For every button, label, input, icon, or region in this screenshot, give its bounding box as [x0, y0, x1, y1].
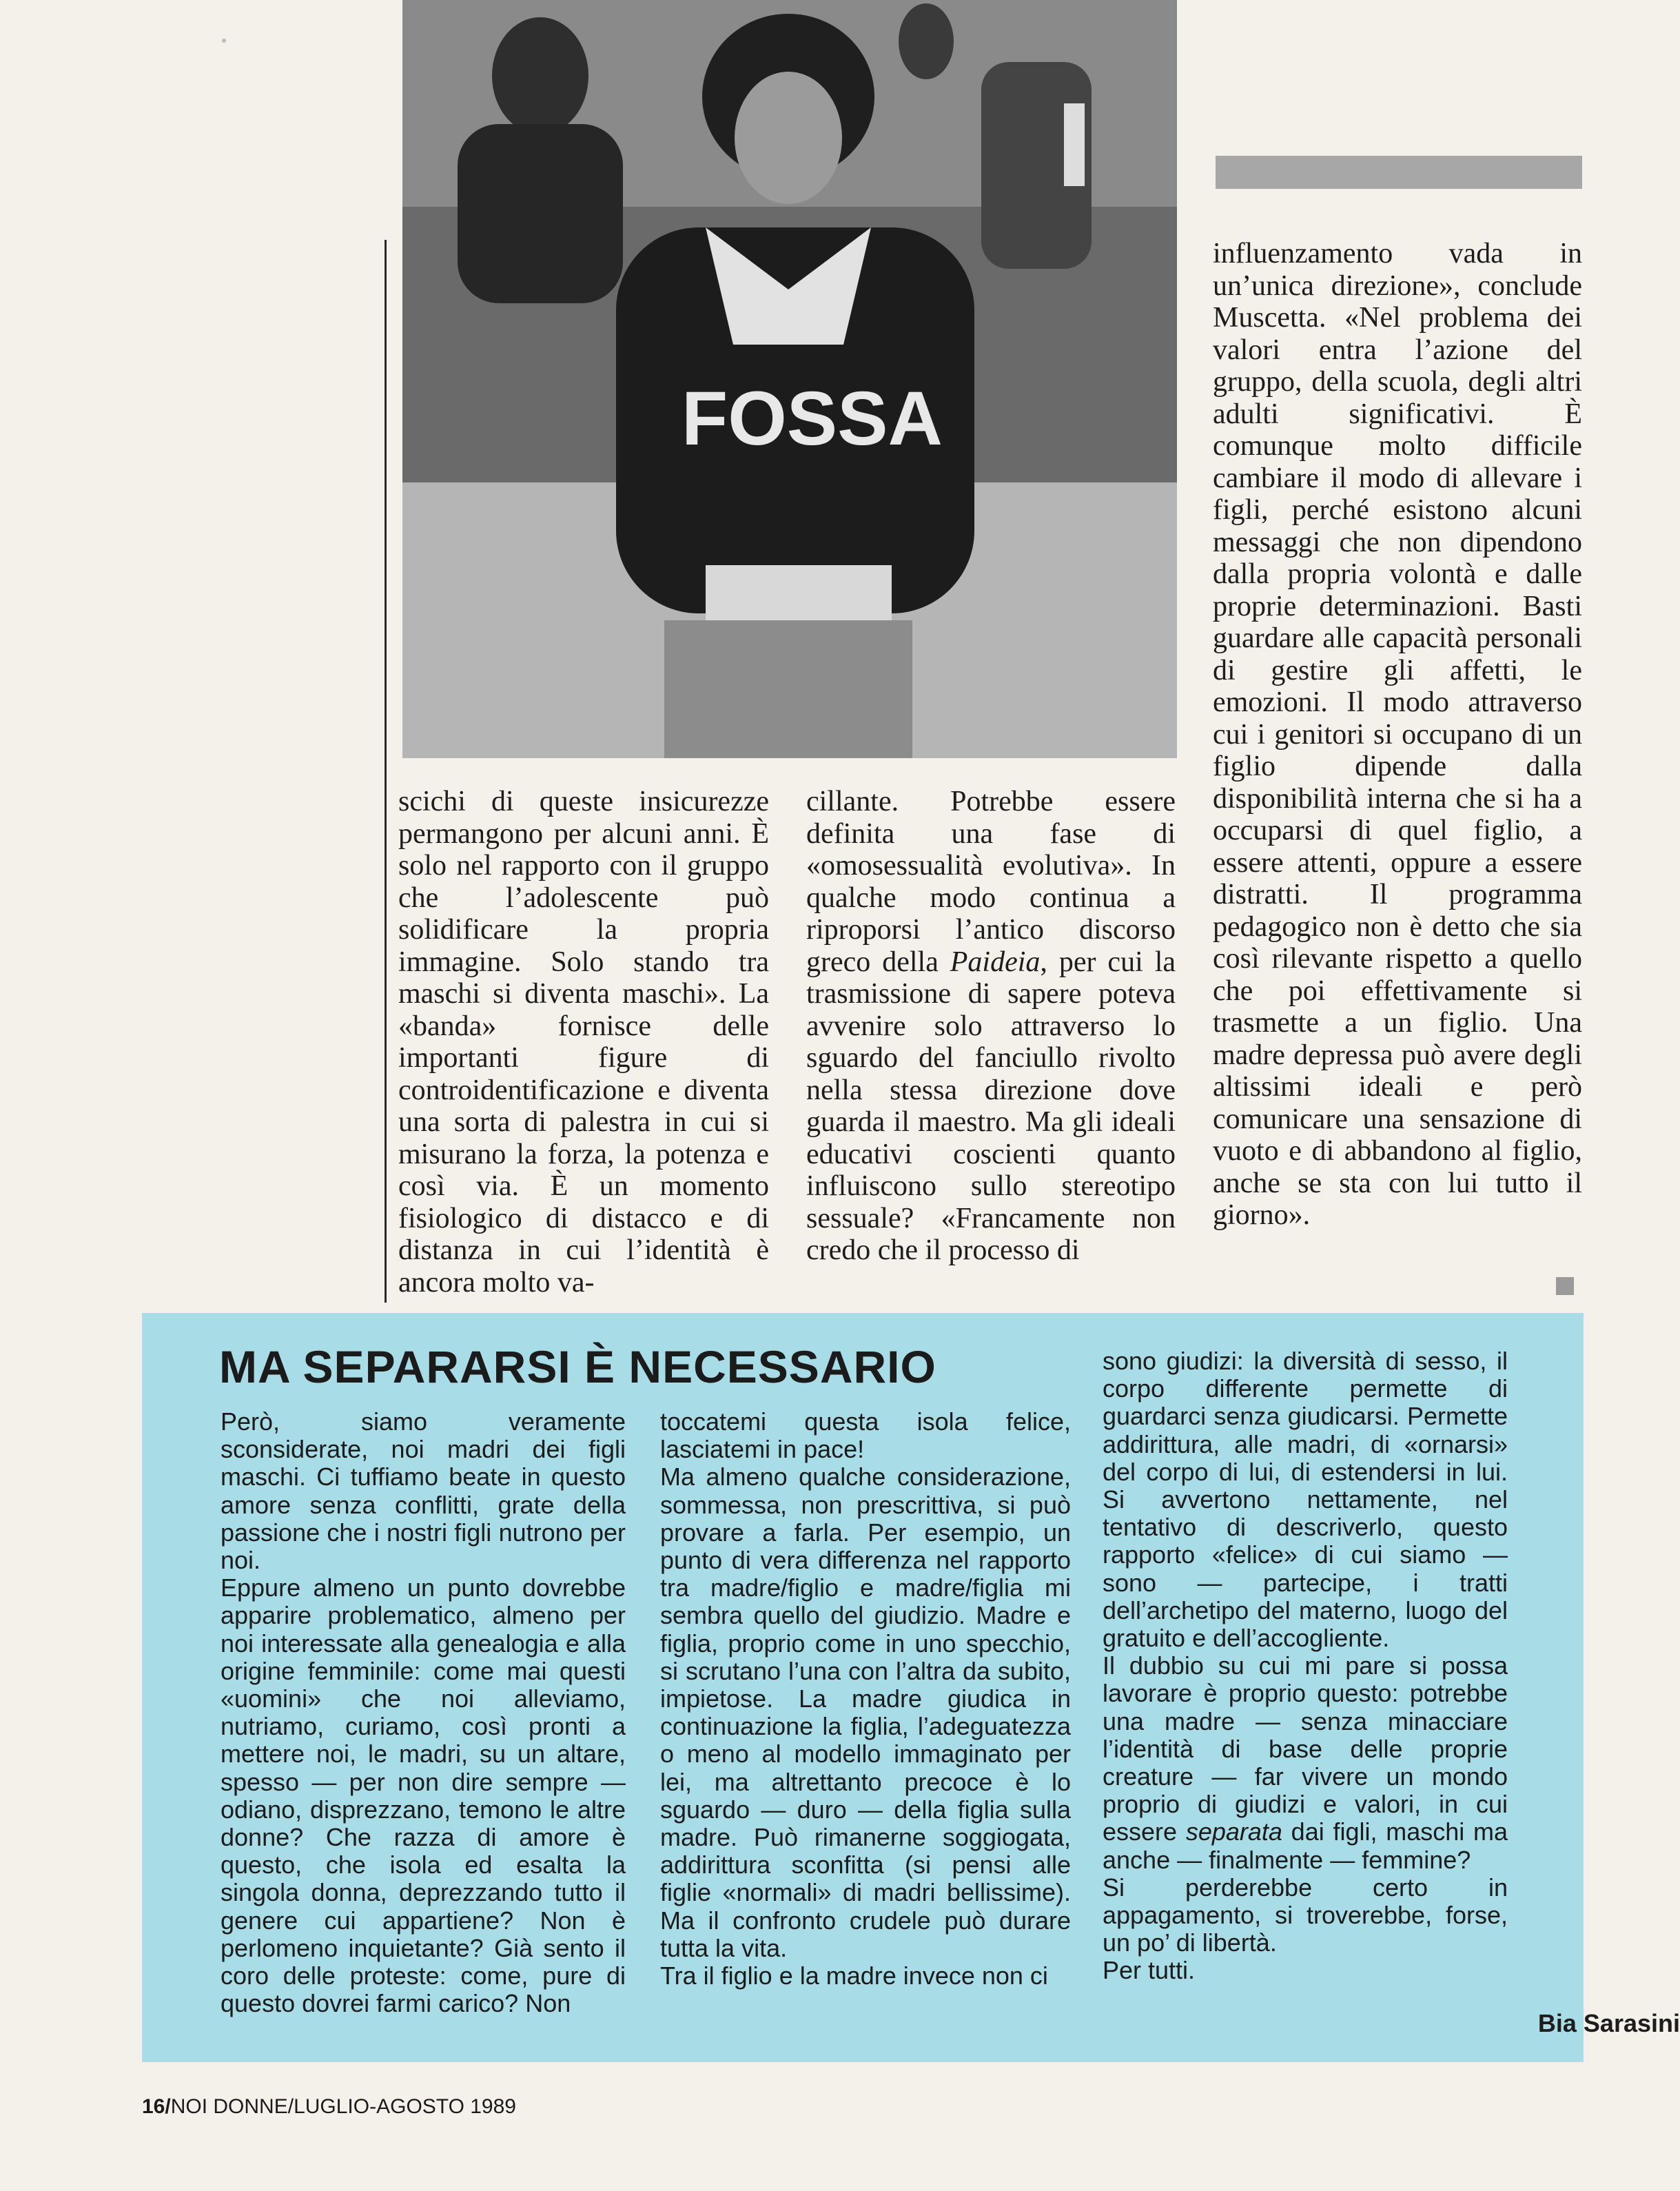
- article-text: , per cui la trasmissione di sapere poteva avvenire solo attraverso lo sguardo del fanciullo rivolto nella stessa direzione dove guarda il maestro. Ma gli ideali educativi coscienti quanto influiscono sullo stereotipo sessuale? «Francamente non credo che il processo di: [806, 946, 1176, 1266]
- article-photo: [402, 0, 1177, 758]
- sidebar-paragraph: Ma almeno qualche considerazione, sommessa, non prescrittiva, si può provare a farla. Per esempio, un punto di vera differenza nel rapporto tra madre/figlio e madre/figlia mi sembra quello del giudizio. Madre e figlia, proprio come in uno specchio, si scrutano l’una con l’altra da subito, impietose. La madre giudica in continuazione la figlia, l’adeguatezza o meno al modello immaginato per lei, ma altrettanto precoce è lo sguardo — duro — della figlia sulla madre. Può rimanerne soggiogata, addirittura sconfitta (si pensi alle figlie «normali» di madri bellissime). Ma il confronto crudele può durare tutta la vita.: [660, 1463, 1071, 1962]
- page-speck: [222, 39, 226, 43]
- article-column-1: [398, 786, 769, 1298]
- article-paragraph: influenzamento vada in un’unica direzione», conclude Muscetta. «Nel problema dei valori entra l’azione del gruppo, della scuola, degli altri adulti significativi. È comunque molto difficile cambiare il modo di allevare i figli, perché esistono alcuni messaggi che non dipendono dalla propria volontà e dalle proprie determinazioni. Basti guardare alle capacità personali di gestire gli affetti, le emozioni. Il modo attraverso cui i genitori si occupano di un figlio dipende dalla disponibilità interna che si ha a occuparsi di quel figlio, a essere attenti, oppure a essere distratti. Il programma pedagogico non è detto che sia così rilevante rispetto a quello che poi effettivamente si trasmette a un figlio. Una madre depressa può avere degli altissimi ideali e però comunicare una sensazione di vuoto e di abbandono al figlio, anche se sta con lui tutto il giorno».: [1213, 238, 1582, 1231]
- sidebar-text: Il dubbio su cui mi pare si possa lavorare è proprio questo: potrebbe una madre — senza minacciare l’identità di base delle proprie creature — far vivere un mondo proprio di giudizi e valori, in cui essere: [1103, 1651, 1508, 1846]
- sidebar-paragraph: toccatemi questa isola felice, lasciatemi in pace!: [660, 1407, 1071, 1464]
- italic-term: separata: [1185, 1817, 1282, 1846]
- page-footer: [142, 2095, 516, 2119]
- author-signature: Bia Sarasini: [1537, 2009, 1680, 2037]
- column-rule: [385, 240, 387, 1303]
- sidebar-paragraph: sono giudizi: la diversità di sesso, il corpo differente permette di guardarci senza giudicarsi. Permette addirittura, alle madri, di «ornarsi» del corpo di lui, di estendersi in lui. Si avvertono nettamente, nel tentativo di descriverlo, questo rapporto «felice» di cui siamo — sono — partecipe, i tratti dell’archetipo del materno, luogo del gratuito e dell’accogliente.: [1103, 1347, 1508, 1653]
- shirt-text: FOSSA: [682, 376, 943, 461]
- sidebar-column-1: [221, 1408, 626, 2017]
- sidebar-paragraph: Però, siamo veramente sconsiderate, noi madri dei figli maschi. Ci tuffiamo beate in questo amore senza conflitti, grate della passione che i nostri figli nutrono per noi.: [221, 1407, 626, 1575]
- sidebar-box: [142, 1313, 1680, 2062]
- article-paragraph: [806, 786, 1176, 1267]
- article-column-3: [1213, 238, 1582, 1232]
- article-column-2: [806, 786, 1176, 1267]
- sidebar-text: dai figli, maschi ma anche — finalmente — femmine?: [1103, 1817, 1508, 1874]
- sidebar-column-3: [1103, 1347, 1508, 1985]
- article-text: cillante. Potrebbe essere definita una fase di «omosessualità evolutiva». In qualche modo continua a riproporsi l’antico discorso greco della: [806, 786, 1176, 978]
- sidebar-column-2: [660, 1408, 1071, 1990]
- publication-info: NOI DONNE/LUGLIO-AGOSTO 1989: [170, 2095, 516, 2118]
- sidebar-paragraph: Tra il figlio e la madre invece non ci: [660, 1961, 1048, 1990]
- end-of-article-mark: [1556, 1277, 1574, 1295]
- italic-term: Paideia: [950, 946, 1041, 978]
- sidebar-paragraph: [1103, 1652, 1508, 1874]
- sidebar-title: MA SEPARARSI È NECESSARIO: [219, 1341, 936, 1392]
- sidebar-paragraph: Si perderebbe certo in appagamento, si troverebbe, forse, un po’ di libertà.: [1103, 1873, 1508, 1957]
- sidebar-paragraph: Eppure almeno un punto dovrebbe apparire problematico, almeno per noi interessate alla genealogia e alla origine femminile: come mai questi «uomini» che noi alleviamo, nutriamo, curiamo, così pronti a mettere noi, le madri, su un altare, spesso — per non dire sempre — odiano, disprezzano, temono le altre donne? Che razza di amore è questo, che isola ed esalta la singola donna, deprezzando tutto il genere cui appartiene? Non è perlomeno inquietante? Già sento il coro delle proteste: come, pure di questo dovrei farmi carico? Non: [221, 1573, 626, 2018]
- sidebar-paragraph: Per tutti.: [1103, 1956, 1196, 1985]
- page-number: 16/: [142, 2095, 171, 2118]
- article-paragraph: scichi di queste insicurezze permangono per alcuni anni. È solo nel rapporto con il gruppo che l’adolescente può solidificare la propria immagine. Solo stando tra maschi si diventa maschi». La «banda» fornisce delle importanti figure di controidentificazione e diventa una sorta di palestra in cui si misurano la forza, la potenza e così via. È un momento fisiologico di distacco e di distanza in cui l’identità è ancora molto va-: [398, 786, 769, 1298]
- section-tab-bar: [1216, 156, 1582, 189]
- photo-illustration: [402, 0, 1177, 758]
